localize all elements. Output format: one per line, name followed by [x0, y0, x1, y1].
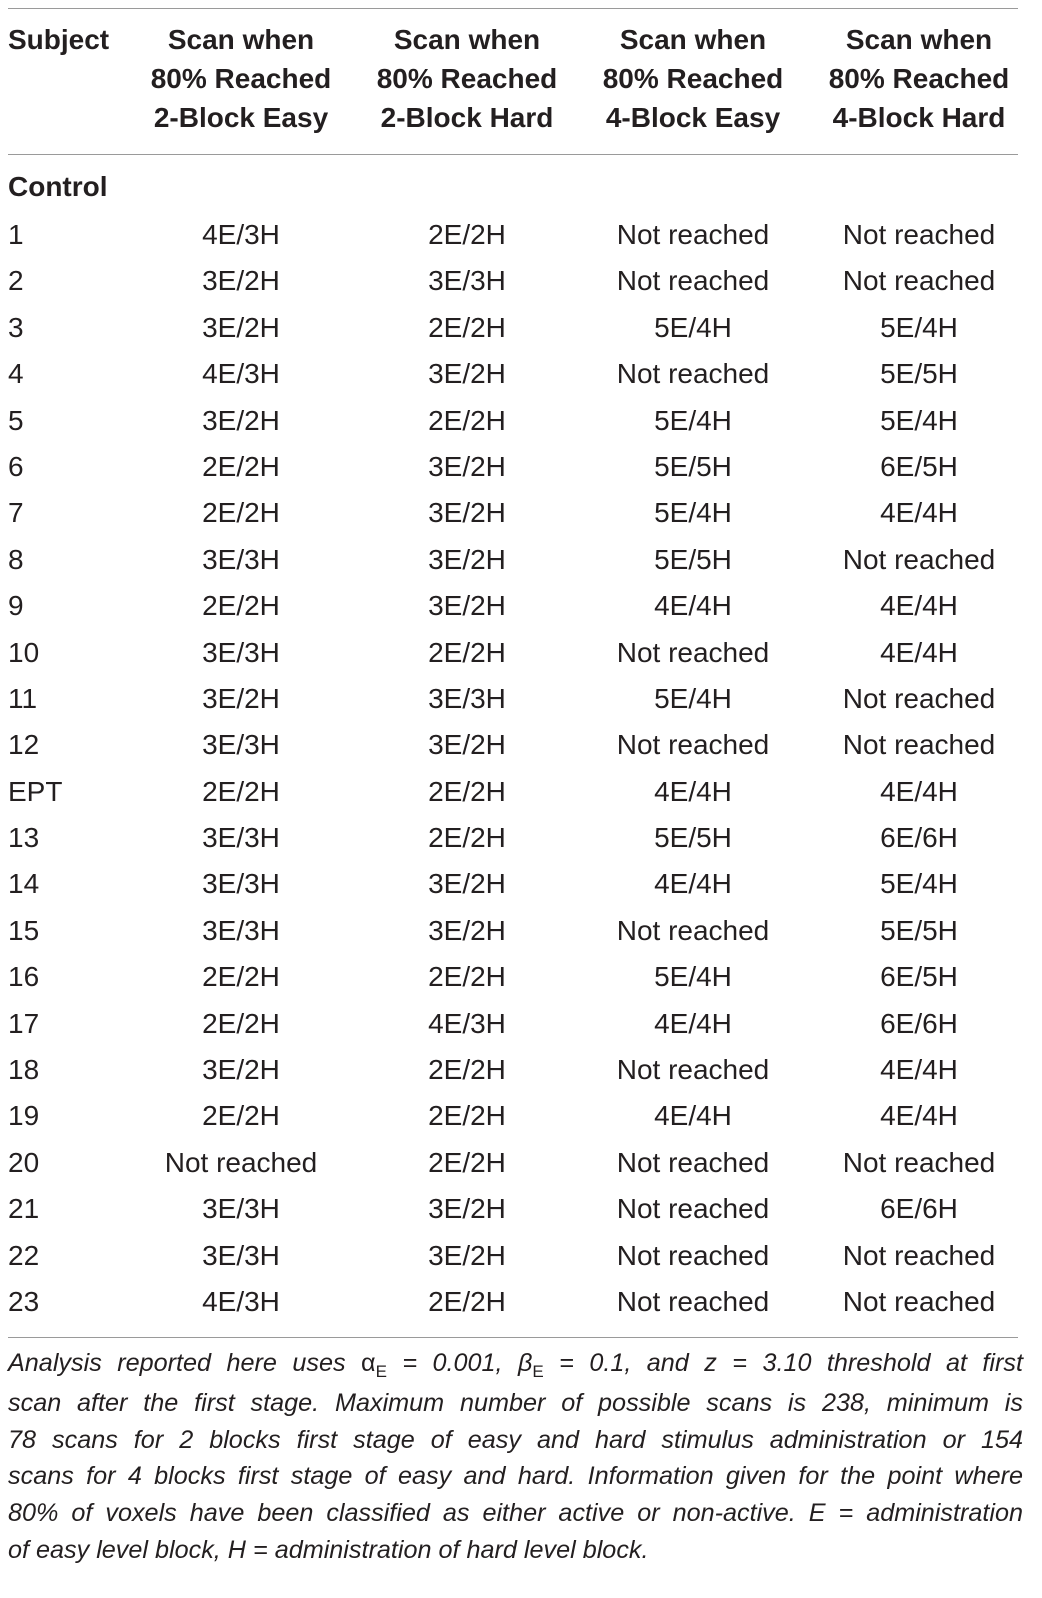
- footnote-line: scans for 4 blocks first stage of easy and hard. Information given for the point where: [8, 1462, 1023, 1491]
- header-line: 4-Block Hard: [832, 102, 1006, 133]
- scan-cell: 5E/4H: [654, 961, 732, 993]
- scan-cell: Not reached: [616, 1193, 770, 1225]
- header-line: Scan when: [845, 24, 993, 55]
- scan-cell: 3E/2H: [428, 590, 506, 622]
- subject-cell: 15: [8, 914, 40, 946]
- bottom-rule: [8, 1337, 1018, 1338]
- table-row: [0, 1001, 1042, 1047]
- scan-cell: 2E/2H: [428, 961, 506, 993]
- scan-cell: 3E/3H: [428, 682, 506, 714]
- scan-cell: 4E/4H: [654, 590, 732, 622]
- footnote-line: 80% of voxels have been classified as either active or non-active. E = administration: [8, 1499, 1023, 1528]
- scan-cell: 6E/6H: [880, 822, 958, 854]
- scan-cell: 3E/3H: [202, 1193, 280, 1225]
- header-line: Scan when: [167, 24, 315, 55]
- scan-cell: 4E/4H: [654, 1100, 732, 1132]
- scan-cell: 3E/2H: [202, 1054, 280, 1086]
- subject-cell: 4: [8, 358, 24, 390]
- table-row: [0, 769, 1042, 815]
- header-rule: [8, 154, 1018, 155]
- header-4block-easy: [582, 20, 804, 137]
- scan-cell: 2E/2H: [202, 1100, 280, 1132]
- scan-cell: 2E/2H: [428, 775, 506, 807]
- header-subject: [8, 20, 109, 59]
- scan-cell: 3E/3H: [202, 822, 280, 854]
- table-row: [0, 676, 1042, 722]
- scan-cell: 3E/3H: [202, 543, 280, 575]
- table-row: [0, 305, 1042, 351]
- table-footnote: [8, 1345, 1023, 1569]
- table-row: [0, 537, 1042, 583]
- scan-cell: 3E/3H: [202, 636, 280, 668]
- subject-cell: 9: [8, 590, 24, 622]
- scan-cell: 5E/4H: [880, 311, 958, 343]
- table-row: [0, 1093, 1042, 1139]
- subject-cell: 1: [8, 219, 24, 250]
- scan-cell: 6E/6H: [880, 1193, 958, 1225]
- table-row: [0, 908, 1042, 954]
- subject-cell: 11: [8, 682, 38, 714]
- scan-cell: 4E/4H: [654, 1007, 732, 1039]
- scan-cell: Not reached: [616, 1054, 770, 1086]
- scan-cell: 3E/2H: [428, 1239, 506, 1271]
- subject-cell: 21: [8, 1193, 40, 1225]
- subject-cell: 14: [8, 868, 40, 900]
- scan-cell: Not reached: [842, 543, 996, 575]
- beta-symbol: β: [517, 1349, 533, 1377]
- scan-cell: 2E/2H: [428, 1146, 506, 1178]
- scan-cell: 2E/2H: [202, 590, 280, 622]
- header-line: 80% Reached: [828, 63, 1010, 94]
- table-body: [0, 212, 1042, 1325]
- table-row: [0, 815, 1042, 861]
- scan-cell: 2E/2H: [428, 311, 506, 343]
- scan-cell: 5E/5H: [880, 358, 958, 390]
- footnote-line: [8, 1345, 1023, 1385]
- header-line: 4-Block Easy: [605, 102, 781, 133]
- scan-cell: Not reached: [616, 265, 770, 297]
- subject-cell: 6: [8, 450, 24, 482]
- scan-cell: Not reached: [616, 1285, 770, 1317]
- table-row: [0, 954, 1042, 1000]
- scan-cell: 5E/4H: [880, 404, 958, 436]
- scan-cell: Not reached: [842, 1239, 996, 1271]
- subject-cell: 7: [8, 497, 24, 529]
- subject-cell: 16: [8, 961, 40, 993]
- scan-cell: Not reached: [164, 1146, 318, 1178]
- scan-cell: 2E/2H: [428, 1100, 506, 1132]
- subject-cell: 19: [8, 1100, 40, 1132]
- header-line: Scan when: [393, 24, 541, 55]
- scan-cell: 5E/5H: [880, 914, 958, 946]
- table-row: [0, 583, 1042, 629]
- scan-cell: 5E/5H: [654, 543, 732, 575]
- scan-cell: 2E/2H: [428, 1054, 506, 1086]
- subject-cell: 22: [8, 1239, 40, 1271]
- scan-cell: 3E/2H: [428, 358, 506, 390]
- scan-cell: 4E/4H: [654, 868, 732, 900]
- scan-cell: 3E/2H: [202, 311, 280, 343]
- scan-cell: 3E/3H: [202, 868, 280, 900]
- scan-cell: Not reached: [842, 265, 996, 297]
- subject-cell: 17: [8, 1007, 40, 1039]
- subject-cell: 12: [8, 729, 40, 761]
- footnote-line: scan after the first stage. Maximum number of possible scans is 238, minimum is: [8, 1388, 1023, 1417]
- table-row: [0, 258, 1042, 304]
- subject-cell: 20: [8, 1146, 40, 1178]
- subscript-e: E: [375, 1362, 387, 1381]
- scan-cell: 3E/2H: [428, 914, 506, 946]
- alpha-symbol: α: [361, 1349, 376, 1377]
- table-row: [0, 630, 1042, 676]
- scan-cell: 5E/4H: [654, 311, 732, 343]
- table-row: [0, 212, 1042, 258]
- group-label-control: Control: [8, 171, 108, 202]
- scan-cell: Not reached: [842, 682, 996, 714]
- scan-cell: 3E/2H: [202, 404, 280, 436]
- header-line: 2-Block Hard: [380, 102, 554, 133]
- table-row: [0, 351, 1042, 397]
- subject-cell: EPT: [8, 775, 63, 807]
- scan-cell: 2E/2H: [428, 636, 506, 668]
- scan-cell: Not reached: [842, 1146, 996, 1178]
- scan-cell: 4E/4H: [880, 636, 958, 668]
- scan-cell: 4E/4H: [880, 1100, 958, 1132]
- subject-cell: 23: [8, 1285, 40, 1317]
- footnote-text: Analysis reported here uses: [8, 1349, 361, 1377]
- top-rule: [8, 8, 1018, 9]
- scan-cell: Not reached: [842, 729, 996, 761]
- subject-cell: 10: [8, 636, 40, 668]
- header-line: Scan when: [619, 24, 767, 55]
- scan-cell: 2E/2H: [428, 219, 506, 250]
- scan-cell: 4E/4H: [880, 1054, 958, 1086]
- scan-cell: 4E/4H: [880, 497, 958, 529]
- scan-cell: 3E/2H: [428, 543, 506, 575]
- scan-cell: 3E/2H: [428, 729, 506, 761]
- header-line: 80% Reached: [602, 63, 784, 94]
- scan-cell: 4E/4H: [880, 775, 958, 807]
- table-row: [0, 490, 1042, 536]
- header-line: 2-Block Easy: [153, 102, 329, 133]
- scan-cell: 2E/2H: [202, 775, 280, 807]
- footnote-line: 78 scans for 2 blocks first stage of easy and hard stimulus administration or 154: [8, 1425, 1023, 1454]
- scan-cell: Not reached: [616, 1146, 770, 1178]
- scan-cell: Not reached: [616, 729, 770, 761]
- scan-cell: Not reached: [842, 219, 996, 250]
- scan-cell: Not reached: [616, 358, 770, 390]
- table-row: [0, 1140, 1042, 1186]
- table-row: [0, 722, 1042, 768]
- table-row: [0, 444, 1042, 490]
- scan-cell: 3E/3H: [202, 1239, 280, 1271]
- scan-cell: 4E/4H: [880, 590, 958, 622]
- scan-cell: Not reached: [616, 219, 770, 250]
- header-2block-hard: [356, 20, 578, 137]
- table-row: [0, 861, 1042, 907]
- scan-cell: 3E/3H: [428, 265, 506, 297]
- header-line: 80% Reached: [376, 63, 558, 94]
- scan-cell: 5E/5H: [654, 822, 732, 854]
- scan-cell: 5E/4H: [654, 682, 732, 714]
- table-row: [0, 398, 1042, 444]
- table-row: [0, 1047, 1042, 1093]
- scan-cell: 6E/6H: [880, 1007, 958, 1039]
- header-2block-easy: [130, 20, 352, 137]
- scan-cell: 2E/2H: [202, 450, 280, 482]
- scan-cell: 3E/2H: [202, 265, 280, 297]
- scan-cell: 3E/3H: [202, 729, 280, 761]
- scan-cell: Not reached: [616, 636, 770, 668]
- scan-cell: 4E/3H: [202, 219, 280, 250]
- scan-cell: 2E/2H: [202, 961, 280, 993]
- header-subject-line: Subject: [8, 24, 110, 55]
- footnote-text: = 0.1, and z = 3.10 threshold at first: [543, 1349, 1023, 1377]
- scan-cell: 3E/2H: [428, 497, 506, 529]
- scan-cell: 2E/2H: [202, 1007, 280, 1039]
- scan-cell: 3E/2H: [202, 682, 280, 714]
- scan-cell: 5E/4H: [654, 497, 732, 529]
- scan-cell: 3E/2H: [428, 868, 506, 900]
- subscript-e: E: [532, 1362, 544, 1381]
- scan-cell: 3E/3H: [202, 914, 280, 946]
- scan-cell: 6E/5H: [880, 450, 958, 482]
- scan-cell: 5E/5H: [654, 450, 732, 482]
- subject-cell: 2: [8, 265, 24, 297]
- table-row: [0, 1186, 1042, 1232]
- header-4block-hard: [808, 20, 1030, 137]
- scan-cell: 2E/2H: [428, 404, 506, 436]
- scan-cell: 6E/5H: [880, 961, 958, 993]
- subject-cell: 5: [8, 404, 24, 436]
- table-row: [0, 1233, 1042, 1279]
- scan-cell: 2E/2H: [202, 497, 280, 529]
- scan-cell: 4E/3H: [428, 1007, 506, 1039]
- scan-cell: 4E/3H: [202, 358, 280, 390]
- scan-cell: 2E/2H: [428, 822, 506, 854]
- scan-cell: 3E/2H: [428, 450, 506, 482]
- subject-cell: 18: [8, 1054, 40, 1086]
- scan-cell: 4E/3H: [202, 1285, 280, 1317]
- table-row: [0, 1279, 1042, 1325]
- header-line: 80% Reached: [150, 63, 332, 94]
- subject-cell: 13: [8, 822, 40, 854]
- scan-cell: 4E/4H: [654, 775, 732, 807]
- table-header: [0, 20, 1042, 148]
- subject-cell: 8: [8, 543, 24, 575]
- scan-cell: 5E/4H: [654, 404, 732, 436]
- scan-cell: Not reached: [616, 1239, 770, 1271]
- scan-cell: Not reached: [842, 1285, 996, 1317]
- footnote-line: of easy level block, H = administration of hard level block.: [8, 1535, 649, 1564]
- scan-cell: 5E/4H: [880, 868, 958, 900]
- scan-cell: Not reached: [616, 914, 770, 946]
- scan-cell: 3E/2H: [428, 1193, 506, 1225]
- subject-cell: 3: [8, 311, 24, 343]
- scan-cell: 2E/2H: [428, 1285, 506, 1317]
- footnote-text: = 0.001,: [386, 1349, 518, 1377]
